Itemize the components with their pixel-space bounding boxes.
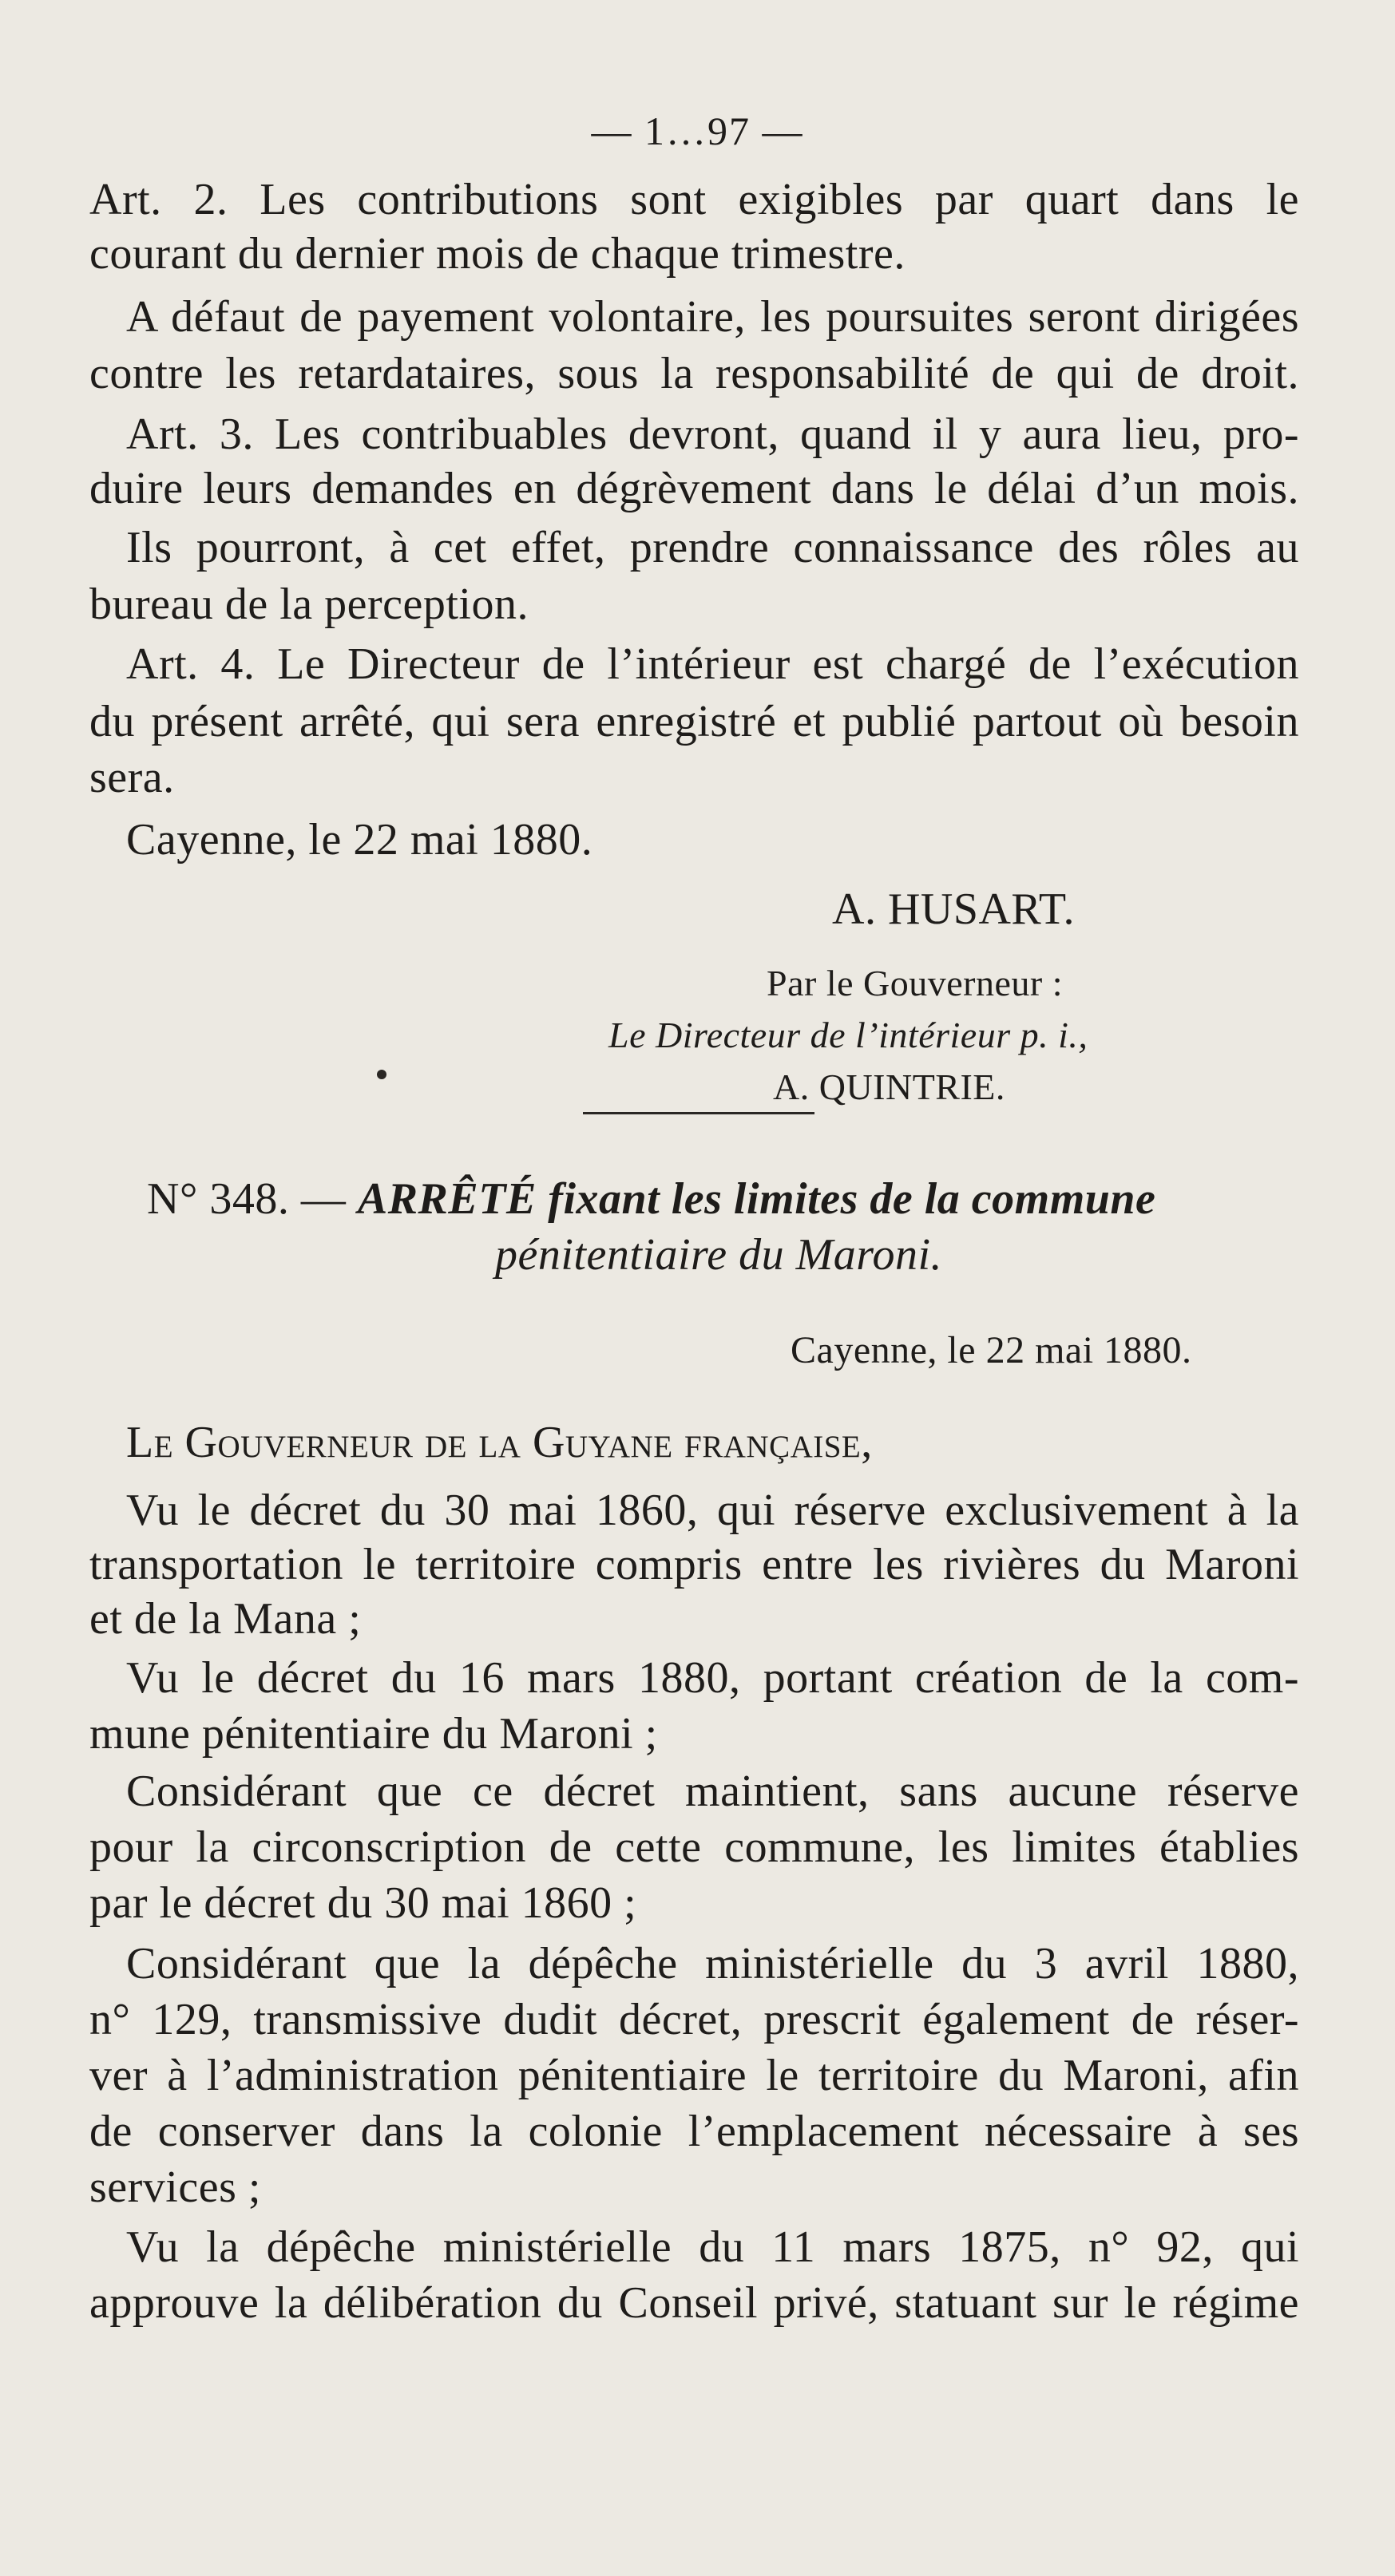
body-line: Le Gouverneur de la Guyane française,	[126, 1418, 873, 1467]
section-divider	[583, 1112, 814, 1114]
text-line: sera.	[89, 753, 175, 802]
text-line: duire leurs demandes en dégrèvement dans le délai d’un mois.	[89, 464, 1299, 513]
text-line: Art. 4. Le Directeur de l’intérieur est chargé de l’exécution	[126, 639, 1299, 689]
text-line: Art. 3. Les contribuables devront, quand il y aura lieu, pro-	[126, 410, 1299, 459]
body-line: Vu le décret du 30 mai 1860, qui réserve exclusivement à la	[126, 1486, 1299, 1535]
body-line: Considérant que ce décret maintient, sans aucune réserve	[126, 1767, 1299, 1816]
body-line: Vu le décret du 16 mars 1880, portant création de la com-	[126, 1653, 1299, 1703]
arrete-number: N° 348.	[147, 1174, 290, 1224]
body-line: approuve la délibération du Conseil privé, statuant sur le régime	[89, 2278, 1299, 2328]
body-line: n° 129, transmissive dudit décret, prescrit également de réser-	[89, 1995, 1299, 2044]
signature-name: A. HUSART.	[832, 884, 1075, 934]
text-line: Ils pourront, à cet effet, prendre connaissance des rôles au	[126, 523, 1299, 572]
body-line: services ;	[89, 2162, 261, 2212]
body-line: par le décret du 30 mai 1860 ;	[89, 1878, 637, 1928]
body-line: de conserver dans la colonie l’emplacement nécessaire à ses	[89, 2107, 1299, 2156]
signature-signer: A. QUINTRIE.	[773, 1066, 1005, 1107]
body-line: pour la circonscription de cette commune, les limites établies	[89, 1822, 1299, 1872]
body-line: Vu la dépêche ministérielle du 11 mars 1875, n° 92, qui	[126, 2222, 1299, 2272]
ink-dot	[377, 1070, 386, 1079]
arrete-heading	[0, 1173, 1395, 1225]
arrete-title-2: pénitentiaire du Maroni.	[495, 1230, 942, 1280]
gouverneur-line	[0, 1417, 1395, 1468]
text-line: bureau de la perception.	[89, 580, 529, 629]
text-line: courant du dernier mois de chaque trimestre.	[89, 229, 906, 279]
body-line: ver à l’administration pénitentiaire le territoire du Maroni, afin	[89, 2051, 1299, 2100]
body-line: mune pénitentiaire du Maroni ;	[89, 1709, 658, 1759]
text-line: A défaut de payement volontaire, les poursuites seront dirigées	[126, 292, 1299, 342]
body-line: Considérant que la dépêche ministérielle du 3 avril 1880,	[126, 1939, 1299, 1988]
dateline: Cayenne, le 22 mai 1880.	[126, 815, 593, 865]
body-line: et de la Mana ;	[89, 1594, 362, 1644]
arrete-dash: —	[300, 1174, 347, 1224]
text-line: Art. 2. Les contributions sont exigibles par quart dans le	[89, 175, 1299, 224]
page-number: — 1…97 —	[591, 109, 804, 153]
text-line: contre les retardataires, sous la responsabilité de qui de droit.	[89, 349, 1299, 398]
signature-role: Le Directeur de l’intérieur p. i.,	[608, 1015, 1088, 1055]
arrete-title-1: ARRÊTÉ fixant les limites de la commune	[357, 1174, 1156, 1224]
text-line: du présent arrêté, qui sera enregistré et publié partout où besoin	[89, 697, 1299, 746]
body-line: transportation le territoire compris entre les rivières du Maroni	[89, 1540, 1299, 1589]
signature-by: Par le Gouverneur :	[767, 963, 1063, 1003]
arrete-date: Cayenne, le 22 mai 1880.	[791, 1329, 1192, 1371]
